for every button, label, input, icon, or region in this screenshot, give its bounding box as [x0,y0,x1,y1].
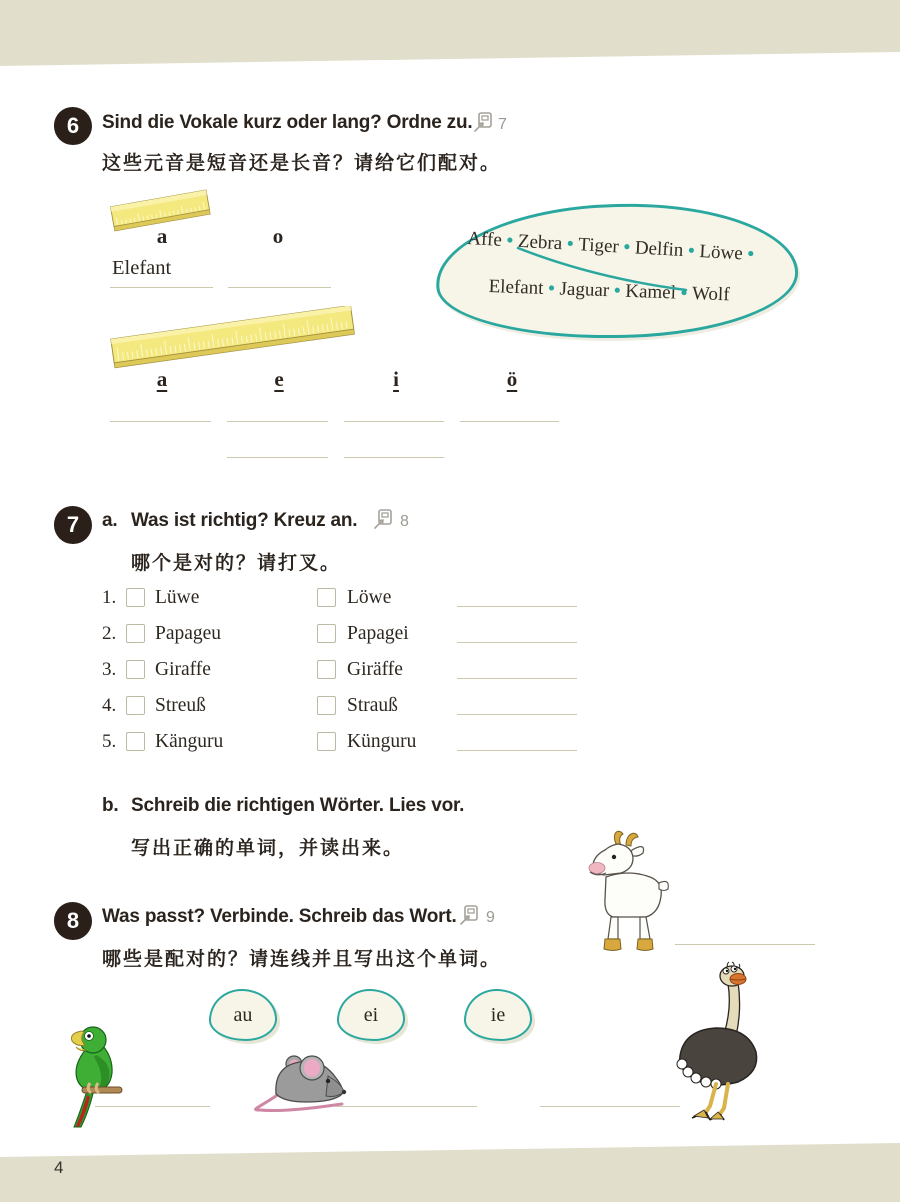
option-right: Löwe [347,587,392,608]
checkbox-right[interactable] [317,696,336,715]
exercise7a-label: a. [102,510,118,531]
exercise8-number: 8 [66,908,80,933]
item-number: 5. [102,731,117,752]
option-left: Känguru [155,731,224,752]
option-left: Papageu [155,623,222,644]
word-pool-line-1: Affe • Zebra • Tiger • Delfin • Löwe • [466,228,755,265]
exercise7-number: 7 [66,512,80,537]
exercise8-title-zh: 哪些是配对的？请连线并且写出这个单词。 [102,949,502,970]
quiz-row [0,729,900,759]
answer-line-parrot[interactable] [95,1106,210,1107]
exercise6-number: 6 [66,113,80,138]
option-left: Giraffe [155,659,211,680]
option-left: Streuß [155,695,206,716]
item-number: 4. [102,695,117,716]
audio-track-icon [472,111,494,138]
answer-line[interactable] [457,750,577,751]
audio-track-number: 9 [486,909,495,926]
example-strike-line [436,204,792,332]
exercise7a-title-zh: 哪个是对的？请打叉。 [131,553,342,574]
answer-line-long-i-1[interactable] [344,421,444,422]
answer-line-long-a-1[interactable] [110,421,211,422]
word-pool-line-2: Elefant • Jaguar • Kamel • Wolf [488,276,730,306]
exercise7b-title-zh: 写出正确的单词，并读出来。 [131,838,405,859]
page-number: 4 [54,1158,64,1177]
long-vowel-a: a [156,367,168,391]
exercise6-title-zh: 这些元音是短音还是长音？请给它们配对。 [102,153,502,174]
diphthong-ie: ie [490,1003,506,1026]
audio-track-icon [372,508,394,535]
exercise6-badge [54,107,92,145]
diphthong-oval-ie [464,989,532,1041]
exercise7b-label: b. [102,795,119,816]
quiz-row [0,693,900,723]
quiz-row [0,657,900,687]
item-number: 2. [102,623,117,644]
answer-line-long-e-1[interactable] [227,421,328,422]
diphthong-oval-au [209,989,277,1041]
quiz-row [0,621,900,651]
short-vowel-o: o [272,224,284,248]
checkbox-left[interactable] [126,588,145,607]
long-vowel-e: e [274,367,284,391]
answer-line[interactable] [457,678,577,679]
top-beige-band [0,0,900,70]
checkbox-right[interactable] [317,660,336,679]
exercise8-title-de: Was passt? Verbinde. Schreib das Wort. [102,906,457,927]
option-right: Giräffe [347,659,403,680]
checkbox-left[interactable] [126,624,145,643]
quiz-row [0,585,900,615]
answer-line[interactable] [457,606,577,607]
answer-line[interactable] [457,642,577,643]
audio-track-icon [458,904,480,931]
checkbox-left[interactable] [126,732,145,751]
item-number: 3. [102,659,117,680]
answer-line-goat[interactable] [675,944,815,945]
audio-track-number: 7 [498,116,507,133]
example-word-elefant: Elefant [112,257,172,279]
parrot-illustration [60,1023,132,1136]
checkbox-right[interactable] [317,588,336,607]
exercise8-badge [54,902,92,940]
option-right: Strauß [347,695,398,716]
bottom-beige-band [0,1141,900,1202]
item-number: 1. [102,587,117,608]
checkbox-left[interactable] [126,660,145,679]
checkbox-left[interactable] [126,696,145,715]
exercise7a-title-de: Was ist richtig? Kreuz an. [131,510,358,531]
checkbox-right[interactable] [317,624,336,643]
option-right: Künguru [347,731,417,752]
answer-line[interactable] [457,714,577,715]
answer-line-long-i-2[interactable] [344,457,444,458]
answer-line-ostrich[interactable] [540,1106,680,1107]
long-vowel-i: i [393,367,399,391]
short-vowel-a: a [156,224,168,248]
exercise6-title-de: Sind die Vokale kurz oder lang? Ordne zu. [102,112,473,133]
exercise7-badge [54,506,92,544]
diphthong-oval-ei [337,989,405,1041]
exercise7b-title-de: Schreib die richtigen Wörter. Lies vor. [131,795,465,816]
option-right: Papagei [347,623,409,644]
answer-line-long-oe-1[interactable] [460,421,559,422]
checkbox-right[interactable] [317,732,336,751]
answer-line-mouse[interactable] [335,1106,477,1107]
answer-line-short-o[interactable] [228,287,331,288]
option-left: Lüwe [155,587,200,608]
answer-line-short-a[interactable] [110,287,213,288]
goat-illustration [580,828,672,959]
diphthong-ei: ei [363,1003,379,1026]
answer-line-long-e-2[interactable] [227,457,328,458]
diphthong-au: au [233,1003,253,1026]
ostrich-illustration [666,960,770,1127]
long-vowel-oe: ö [506,367,518,391]
audio-track-number: 8 [400,513,409,530]
